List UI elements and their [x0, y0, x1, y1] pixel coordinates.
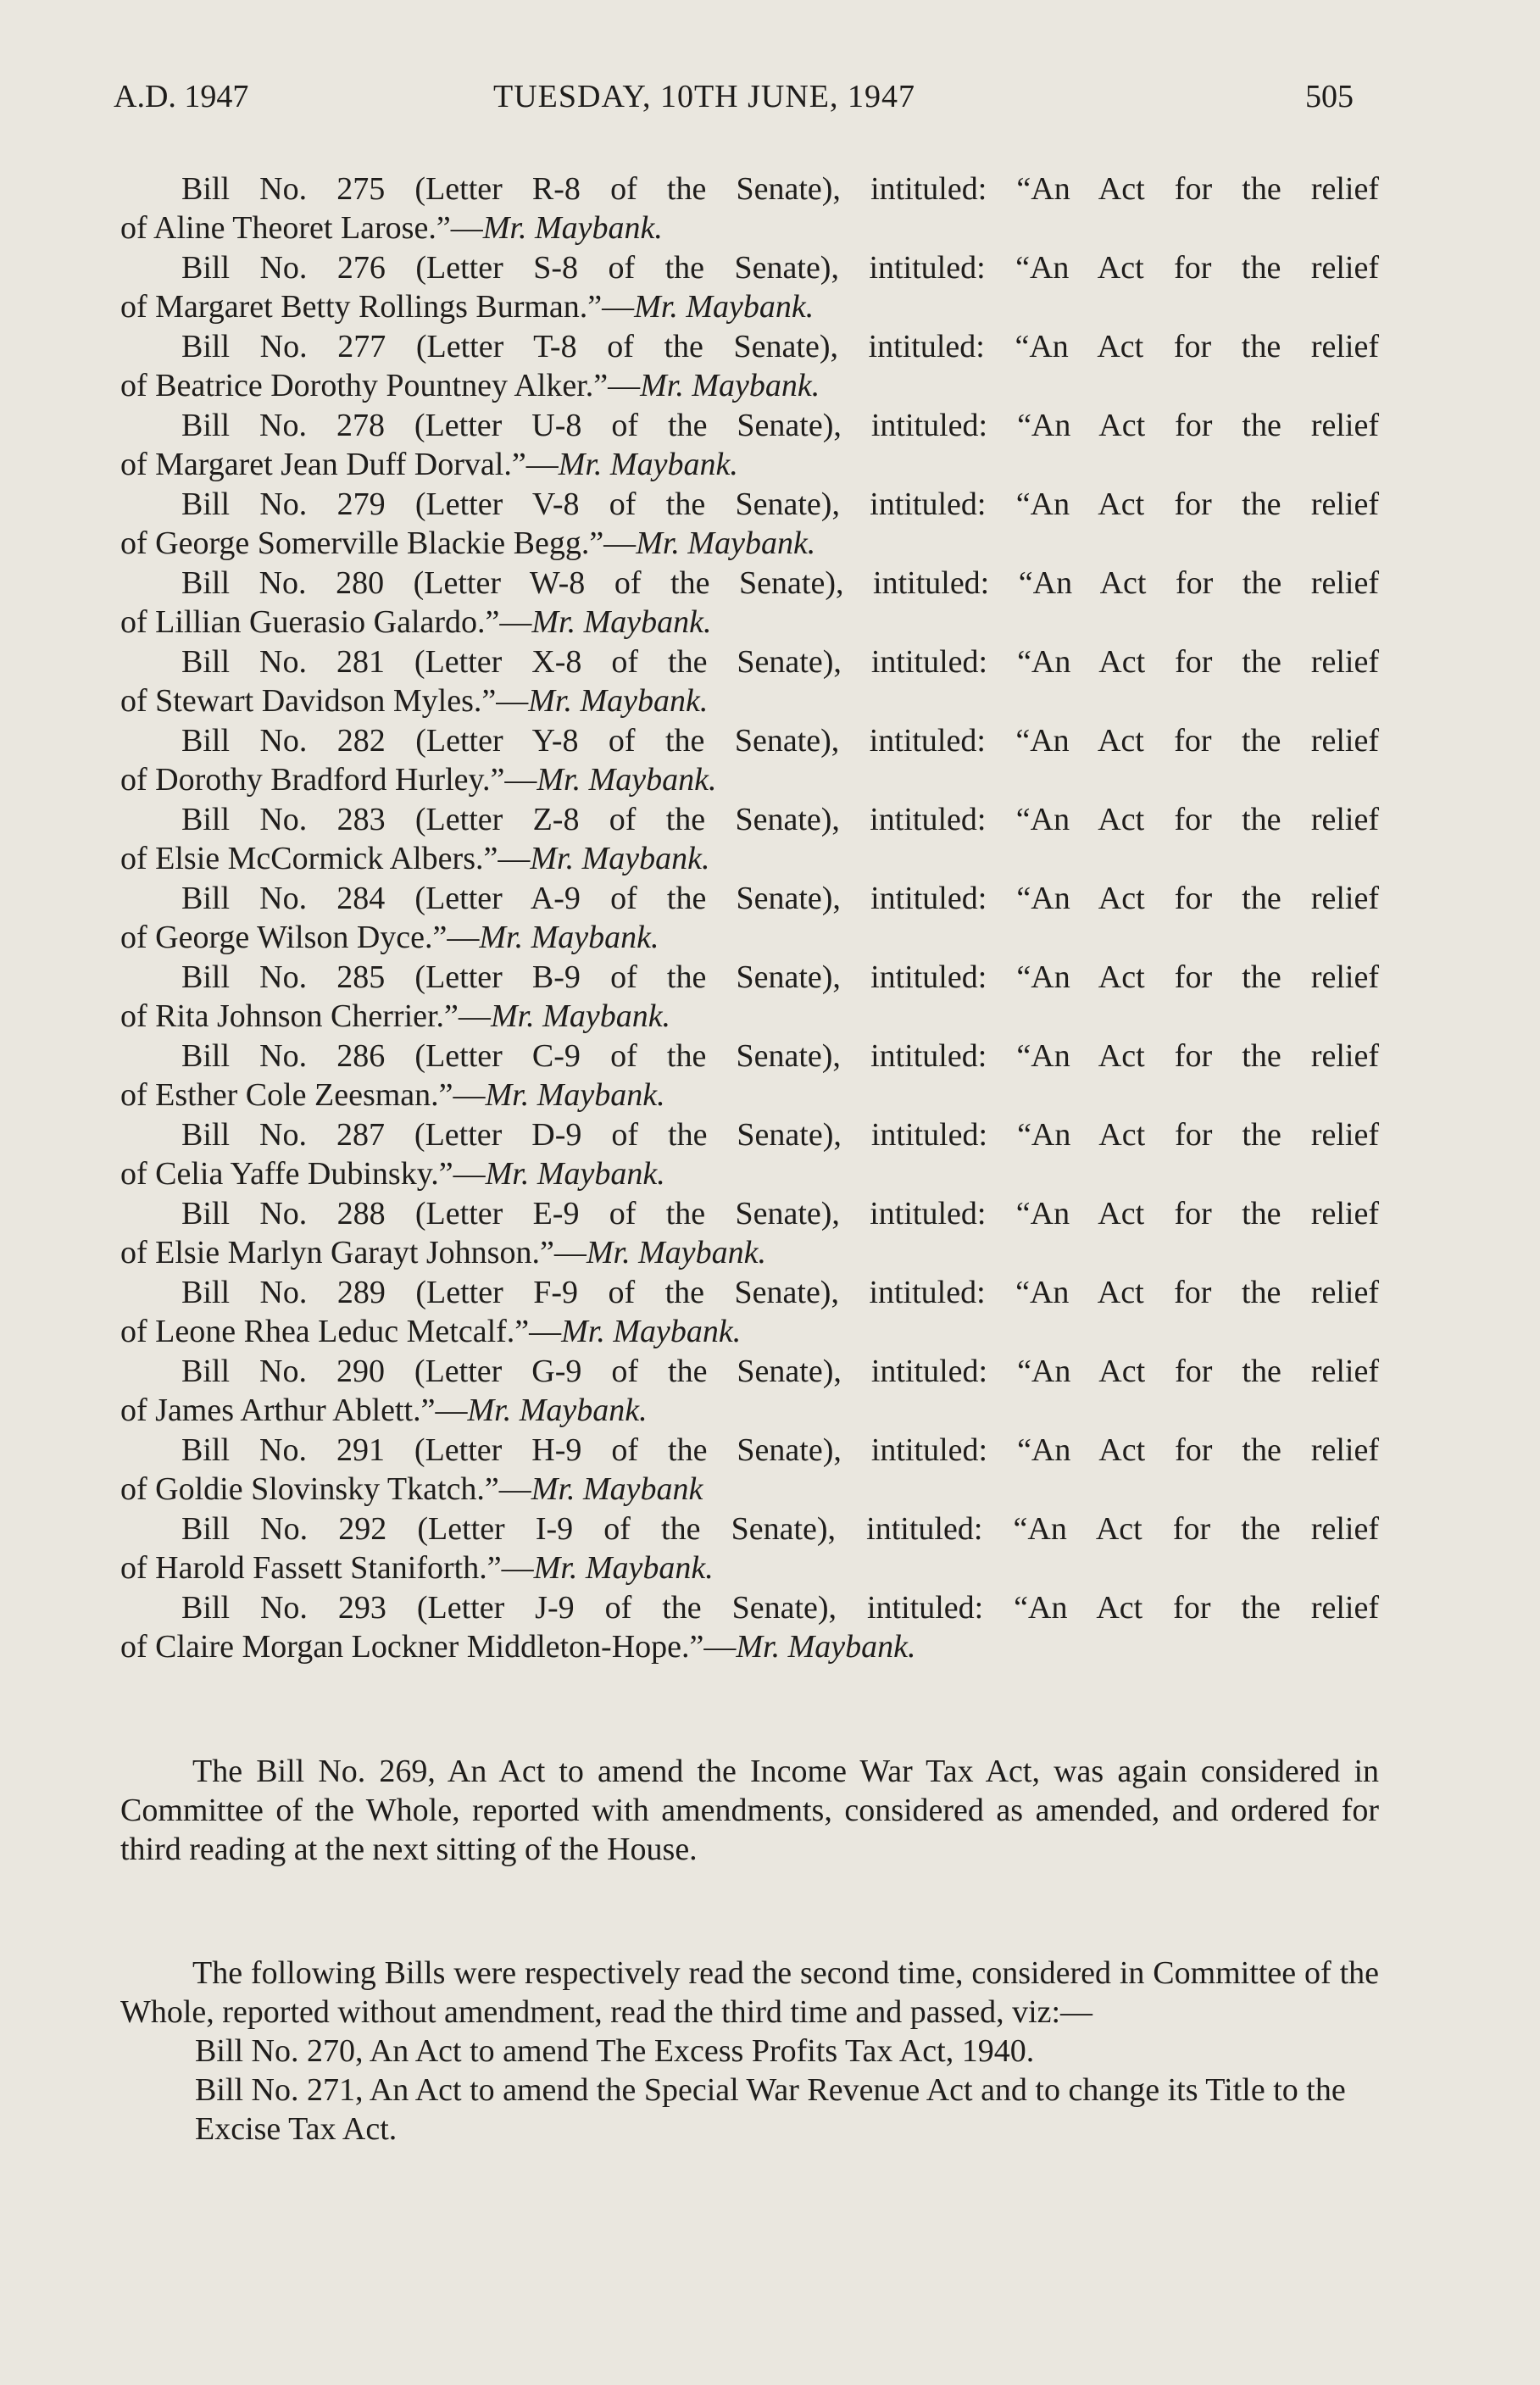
bill-relief-name: of Margaret Jean Duff Dorval.”—	[120, 447, 559, 482]
bill-relief-line	[120, 997, 1379, 1036]
bill-relief-line	[120, 1548, 1379, 1587]
bill-title-line: Bill No. 291 (Letter H-9 of the Senate), intituled: “An Act for the relief	[181, 1432, 1379, 1468]
bill-relief-name: of Harold Fassett Staniforth.”—	[120, 1550, 534, 1586]
bill-mover: Mr. Maybank.	[485, 1077, 665, 1113]
bill-relief-name: of Elsie Marlyn Garayt Johnson.”—	[120, 1235, 587, 1270]
bill-entry	[120, 800, 1379, 879]
bill-title-line: Bill No. 277 (Letter T-8 of the Senate), intituled: “An Act for the relief	[181, 329, 1379, 364]
bill-entry	[120, 879, 1379, 958]
bill-relief-name: of George Wilson Dyce.”—	[120, 920, 480, 955]
bill-title-line: Bill No. 288 (Letter E-9 of the Senate), intituled: “An Act for the relief	[181, 1196, 1379, 1231]
bill-title-line: Bill No. 285 (Letter B-9 of the Senate), intituled: “An Act for the relief	[181, 959, 1379, 995]
bill-relief-line	[120, 524, 1379, 563]
bill-mover: Mr. Maybank.	[533, 1550, 714, 1586]
bill-title-line: Bill No. 278 (Letter U-8 of the Senate), intituled: “An Act for the relief	[181, 408, 1379, 443]
bill-relief-name: of Lillian Guerasio Galardo.”—	[120, 604, 532, 640]
bill-relief-name: of Esther Cole Zeesman.”—	[120, 1077, 486, 1113]
bill-relief-line	[120, 839, 1379, 878]
bill-relief-line	[120, 1470, 1379, 1509]
bill-title-line: Bill No. 276 (Letter S-8 of the Senate), intituled: “An Act for the relief	[181, 250, 1379, 286]
bill-entry	[120, 1194, 1379, 1273]
bill-list	[120, 170, 1379, 1667]
bill-title-line: Bill No. 293 (Letter J-9 of the Senate), intituled: “An Act for the relief	[181, 1590, 1379, 1626]
bill-relief-name: of Aline Theoret Larose.”—	[120, 210, 483, 246]
bill-mover: Mr. Maybank.	[490, 998, 671, 1034]
passed-bill-271: Bill No. 271, An Act to amend the Special War Revenue Act and to change its Title to the Excise Tax Act.	[195, 2072, 1346, 2147]
bill-title-line: Bill No. 290 (Letter G-9 of the Senate), intituled: “An Act for the relief	[181, 1354, 1379, 1389]
bill-entry	[120, 1352, 1379, 1431]
bill-mover: Mr. Maybank.	[558, 447, 738, 482]
bill-entry	[120, 406, 1379, 485]
bill-title-line: Bill No. 287 (Letter D-9 of the Senate), intituled: “An Act for the relief	[181, 1117, 1379, 1153]
bill-relief-line	[120, 366, 1379, 405]
bill-mover: Mr. Maybank.	[482, 210, 663, 246]
bill-entry	[120, 485, 1379, 564]
bill-relief-name: of Claire Morgan Lockner Middleton-Hope.”—	[120, 1629, 737, 1665]
second-reading-paragraph-text: The following Bills were respectively read the second time, considered in Committee of the Whole, reported without amendment, read the third time and passed, viz:—	[120, 1955, 1379, 2030]
passed-bill-270: Bill No. 270, An Act to amend The Excess Profits Tax Act, 1940.	[195, 2033, 1035, 2069]
bill-mover: Mr. Maybank.	[586, 1235, 766, 1270]
bill-entry	[120, 958, 1379, 1037]
header-year: A.D. 1947	[114, 79, 249, 114]
bill-title-line: Bill No. 292 (Letter I-9 of the Senate), intituled: “An Act for the relief	[181, 1511, 1379, 1547]
bill-relief-name: of Dorothy Bradford Hurley.”—	[120, 762, 537, 798]
bill-mover: Mr. Maybank.	[634, 289, 814, 325]
bill-mover: Mr. Maybank.	[561, 1314, 742, 1349]
running-header	[0, 78, 1540, 129]
bill-relief-name: of Beatrice Dorothy Pountney Alker.”—	[120, 368, 641, 403]
bill-relief-name: of George Somerville Blackie Begg.”—	[120, 525, 637, 561]
bill-entry	[120, 1509, 1379, 1588]
bill-mover: Mr. Maybank.	[736, 1629, 916, 1665]
bill-mover: Mr. Maybank	[531, 1471, 703, 1507]
bill-title-line: Bill No. 282 (Letter Y-8 of the Senate), intituled: “An Act for the relief	[181, 723, 1379, 759]
bill-mover: Mr. Maybank.	[640, 368, 820, 403]
bill-mover: Mr. Maybank.	[467, 1393, 648, 1428]
bill-relief-name: of Rita Johnson Cherrier.”—	[120, 998, 491, 1034]
bill-entry	[120, 170, 1379, 248]
bill-entry	[120, 721, 1379, 800]
bill-relief-name: of Elsie McCormick Albers.”—	[120, 841, 531, 876]
bill-mover: Mr. Maybank.	[485, 1156, 665, 1192]
header-date: TUESDAY, 10TH JUNE, 1947	[493, 79, 915, 114]
bill-mover: Mr. Maybank.	[636, 525, 816, 561]
bill-title-line: Bill No. 286 (Letter C-9 of the Senate), intituled: “An Act for the relief	[181, 1038, 1379, 1074]
bill-relief-name: of Celia Yaffe Dubinsky.”—	[120, 1156, 486, 1192]
bill-relief-name: of James Arthur Ablett.”—	[120, 1393, 468, 1428]
bill-mover: Mr. Maybank.	[528, 683, 709, 719]
bill-relief-line	[120, 760, 1379, 799]
second-reading-paragraph	[120, 1954, 1379, 2032]
bill-relief-line	[120, 1312, 1379, 1351]
bill-relief-name: of Goldie Slovinsky Tkatch.”—	[120, 1471, 531, 1507]
bill-title-line: Bill No. 283 (Letter Z-8 of the Senate), intituled: “An Act for the relief	[181, 802, 1379, 837]
bill-title-line: Bill No. 284 (Letter A-9 of the Senate), intituled: “An Act for the relief	[181, 881, 1379, 916]
bill-title-line: Bill No. 279 (Letter V-8 of the Senate), intituled: “An Act for the relief	[181, 486, 1379, 522]
bill-relief-name: of Margaret Betty Rollings Burman.”—	[120, 289, 635, 325]
bill-entry	[120, 1431, 1379, 1509]
bill-relief-line	[120, 603, 1379, 642]
bill-mover: Mr. Maybank.	[479, 920, 659, 955]
bill-relief-line	[120, 681, 1379, 720]
bill-entry	[120, 327, 1379, 406]
bill-title-line: Bill No. 281 (Letter X-8 of the Senate), intituled: “An Act for the relief	[181, 644, 1379, 680]
bill-relief-name: of Leone Rhea Leduc Metcalf.”—	[120, 1314, 562, 1349]
bill-entry	[120, 1588, 1379, 1667]
committee-paragraph	[120, 1752, 1379, 1869]
bill-title-line: Bill No. 275 (Letter R-8 of the Senate), intituled: “An Act for the relief	[181, 171, 1379, 207]
bill-relief-line	[120, 1233, 1379, 1272]
bill-entry	[120, 1273, 1379, 1352]
page-number: 505	[1305, 79, 1354, 114]
bill-relief-line	[120, 1391, 1379, 1430]
bill-title-line: Bill No. 280 (Letter W-8 of the Senate), intituled: “An Act for the relief	[181, 565, 1379, 601]
bill-entry	[120, 564, 1379, 642]
bill-relief-line	[120, 208, 1379, 247]
bill-entry	[120, 1037, 1379, 1115]
committee-paragraph-text: The Bill No. 269, An Act to amend the Income War Tax Act, was again considered in Committee of the Whole, reported with amendments, considered as amended, and ordered for third reading at the next sitting of the House.	[120, 1754, 1379, 1867]
bill-mover: Mr. Maybank.	[530, 841, 710, 876]
bill-relief-line	[120, 287, 1379, 326]
page-body	[120, 170, 1379, 2149]
bill-entry	[120, 1115, 1379, 1194]
bill-relief-name: of Stewart Davidson Myles.”—	[120, 683, 529, 719]
bill-relief-line	[120, 1154, 1379, 1193]
bill-relief-line	[120, 1076, 1379, 1115]
bill-entry	[120, 248, 1379, 327]
bill-entry	[120, 642, 1379, 721]
bill-mover: Mr. Maybank.	[536, 762, 717, 798]
bill-relief-line	[120, 918, 1379, 957]
bill-mover: Mr. Maybank.	[531, 604, 712, 640]
bill-title-line: Bill No. 289 (Letter F-9 of the Senate), intituled: “An Act for the relief	[181, 1275, 1379, 1310]
bill-relief-line	[120, 1627, 1379, 1666]
bill-relief-line	[120, 445, 1379, 484]
